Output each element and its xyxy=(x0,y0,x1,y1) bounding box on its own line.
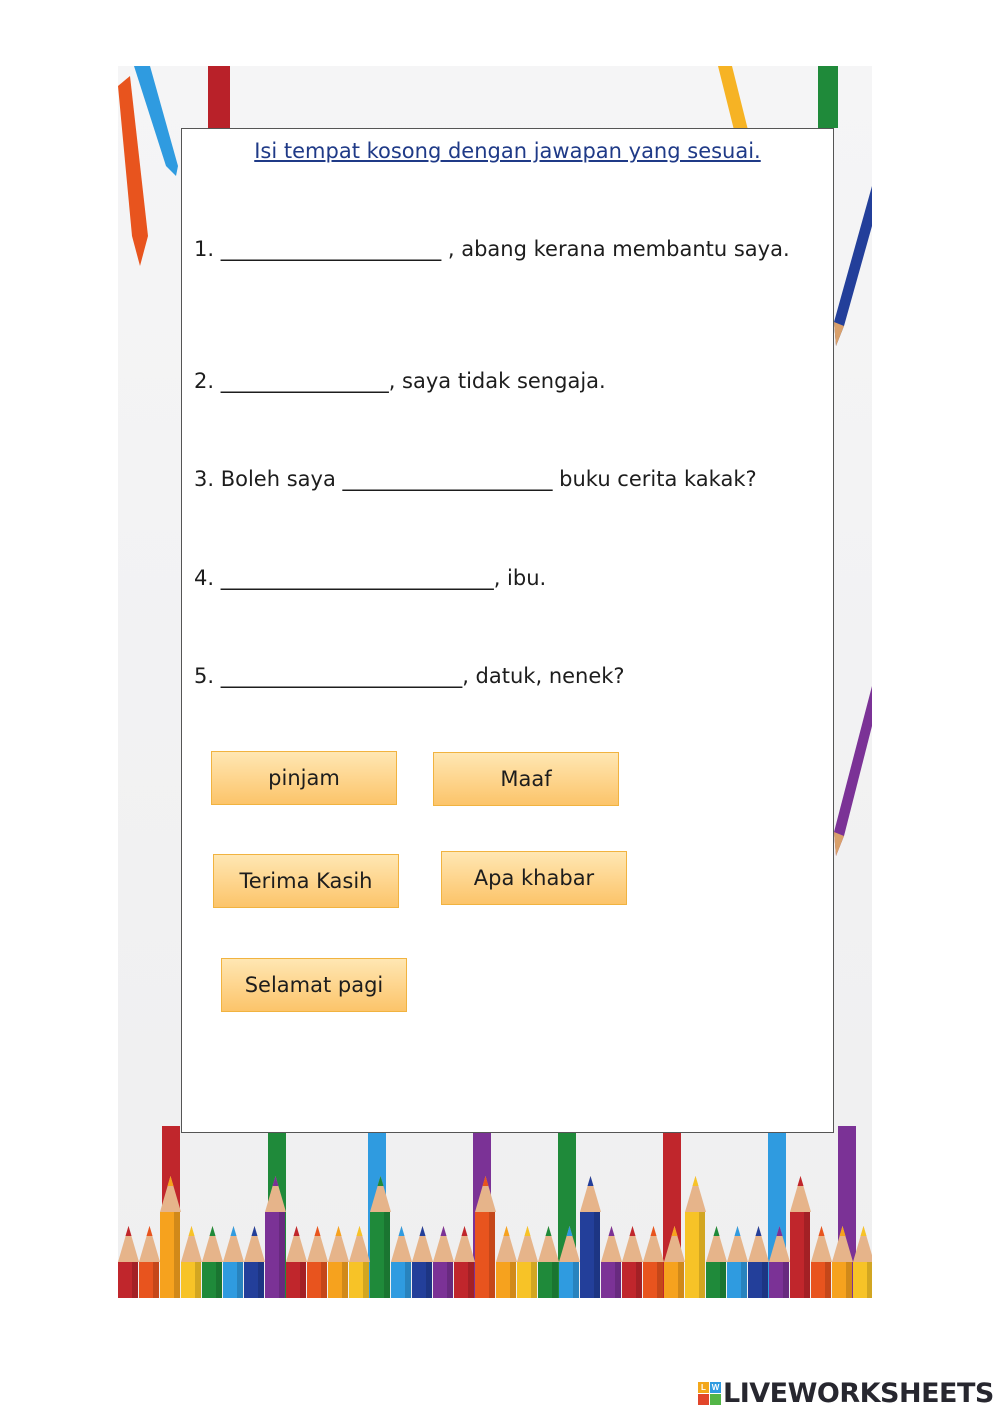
pencil xyxy=(412,1226,433,1298)
pencil xyxy=(580,1176,601,1298)
pencil xyxy=(328,1226,349,1298)
answer-chip-maaf[interactable]: Maaf xyxy=(433,752,619,806)
pencil-decoration-right-purple xyxy=(830,686,872,856)
question-4: 4. __________________________, ibu. xyxy=(194,566,547,590)
pencil xyxy=(454,1226,475,1298)
worksheet-card xyxy=(181,128,834,1133)
pencil xyxy=(202,1226,223,1298)
pencil xyxy=(685,1176,706,1298)
pencil xyxy=(601,1226,622,1298)
pencil xyxy=(496,1226,517,1298)
pencil xyxy=(790,1176,811,1298)
pencil xyxy=(349,1226,370,1298)
answer-chip-pinjam[interactable]: pinjam xyxy=(211,751,397,805)
instruction-title: Isi tempat kosong dengan jawapan yang sesuai. xyxy=(254,139,761,163)
pencil xyxy=(139,1226,160,1298)
pencil-decoration-right-blue xyxy=(830,186,872,346)
pencil xyxy=(118,1226,139,1298)
pencil xyxy=(181,1226,202,1298)
pencil xyxy=(433,1226,454,1298)
pencil xyxy=(727,1226,748,1298)
pencil xyxy=(286,1226,307,1298)
pencil xyxy=(622,1226,643,1298)
liveworksheets-logo-icon: L W xyxy=(698,1382,721,1405)
pencil xyxy=(538,1226,559,1298)
pencil-decoration-top-red xyxy=(208,66,230,130)
pencil xyxy=(244,1226,265,1298)
pencil xyxy=(811,1226,832,1298)
pencil xyxy=(517,1226,538,1298)
liveworksheets-wordmark: LIVEWORKSHEETS xyxy=(723,1377,994,1409)
liveworksheets-logo xyxy=(698,1378,994,1408)
pencil xyxy=(706,1226,727,1298)
pencil xyxy=(643,1226,664,1298)
answer-chip-terima-kasih[interactable]: Terima Kasih xyxy=(213,854,399,908)
answer-chip-apa-khabar[interactable]: Apa khabar xyxy=(441,851,627,905)
pencil-decoration-top-yellow xyxy=(714,66,754,130)
question-5: 5. _______________________, datuk, nenek? xyxy=(194,664,625,688)
question-2: 2. ________________, saya tidak sengaja. xyxy=(194,369,606,393)
pencil-decoration-top-green xyxy=(818,66,838,128)
answer-chip-selamat-pagi[interactable]: Selamat pagi xyxy=(221,958,407,1012)
pencil xyxy=(307,1226,328,1298)
question-1: 1. _____________________ , abang kerana membantu saya. xyxy=(194,237,790,261)
pencil xyxy=(391,1226,412,1298)
pencil xyxy=(748,1226,769,1298)
question-3: 3. Boleh saya ____________________ buku cerita kakak? xyxy=(194,467,757,491)
pencil xyxy=(223,1226,244,1298)
